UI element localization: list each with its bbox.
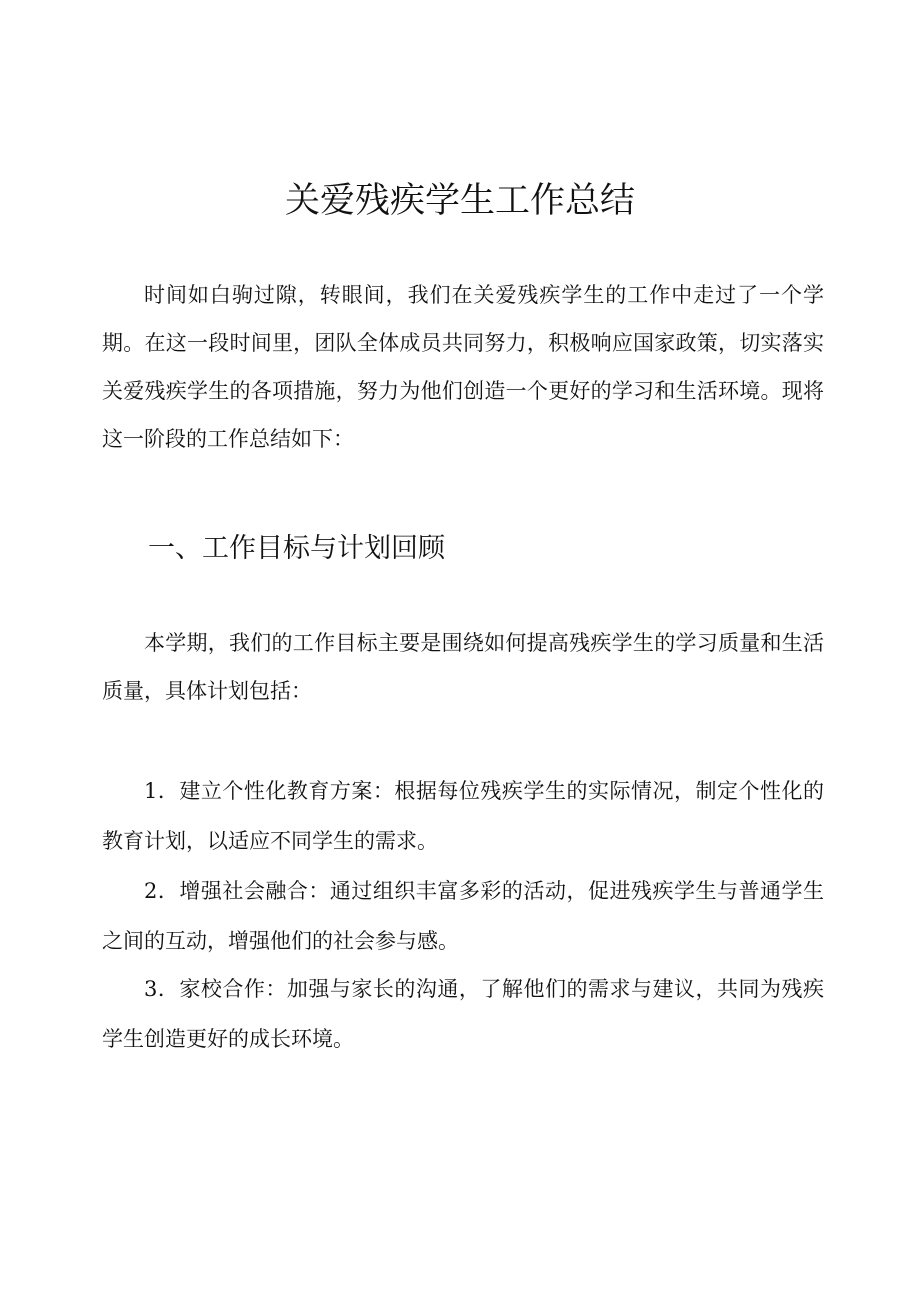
section-paragraph: 本学期，我们的工作目标主要是围绕如何提高残疾学生的学习质量和生活质量，具体计划包括： bbox=[102, 631, 824, 703]
list-item: 2．增强社会融合：通过组织丰富多彩的活动，促进残疾学生与普通学生之间的互动，增强他们的社会参与感。 bbox=[102, 879, 824, 953]
list-item: 3．家校合作：加强与家长的沟通，了解他们的需求与建议，共同为残疾学生创造更好的成长环境。 bbox=[102, 977, 824, 1051]
section-heading: 一、工作目标与计划回顾 bbox=[148, 533, 445, 564]
document-title: 关爱残疾学生工作总结 bbox=[284, 181, 635, 221]
intro-paragraph: 时间如白驹过隙，转眼间，我们在关爱残疾学生的工作中走过了一个学期。在这一段时间里，团队全体成员共同努力，积极响应国家政策，切实落实关爱残疾学生的各项措施，努力为他们创造一个更好的学习和生活环境。现将这一阶段的工作总结如下： bbox=[102, 283, 824, 451]
list-item: 1．建立个性化教育方案：根据每位残疾学生的实际情况，制定个性化的教育计划，以适应不同学生的需求。 bbox=[102, 779, 824, 853]
